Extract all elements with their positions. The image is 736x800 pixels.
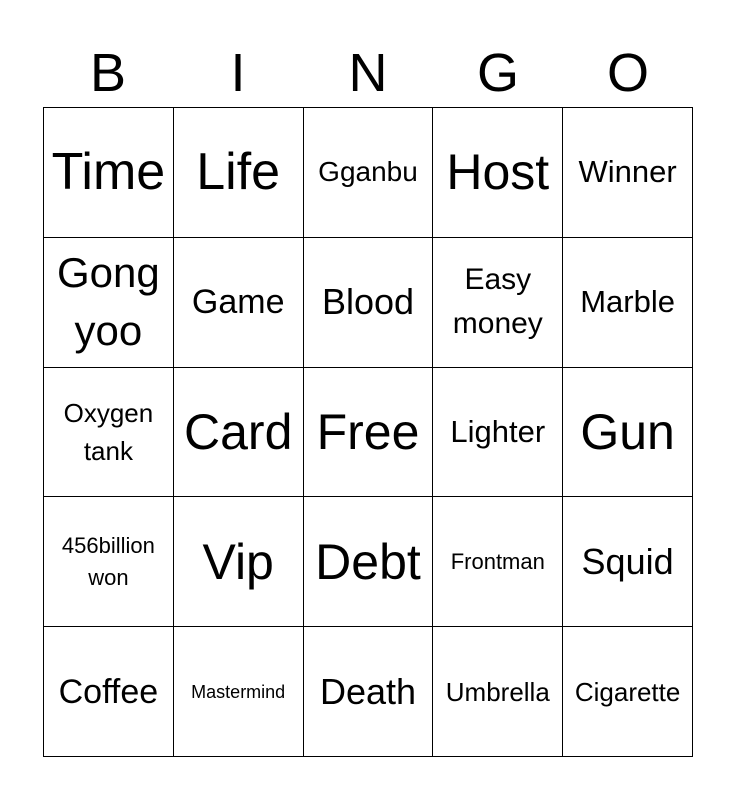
cell-label: Oxygen tank [63, 397, 154, 466]
bingo-cell[interactable] [563, 368, 693, 498]
cell-label: Lighter [450, 413, 546, 449]
cell-label: Gun [580, 403, 675, 460]
bingo-cell[interactable] [44, 238, 174, 368]
cell-label: Debt [315, 533, 421, 590]
bingo-cell[interactable] [563, 497, 693, 627]
cell-label: Easy money [452, 263, 543, 341]
bingo-cell[interactable] [563, 108, 693, 238]
bingo-cell[interactable] [304, 497, 434, 627]
cell-label: Squid [581, 540, 674, 582]
cell-label: Coffee [58, 672, 159, 711]
bingo-board [43, 107, 693, 757]
cell-label: Vip [202, 533, 274, 590]
bingo-header [43, 40, 693, 106]
header-letter-n: N [348, 43, 388, 103]
header-letter-i: I [230, 43, 246, 103]
cell-label: Card [184, 403, 293, 460]
cell-label: Mastermind [191, 681, 286, 702]
bingo-cell[interactable] [174, 627, 304, 757]
cell-label: Game [191, 283, 285, 322]
bingo-cell[interactable] [433, 627, 563, 757]
cell-label: 456billion won [61, 532, 155, 590]
bingo-cell[interactable] [174, 238, 304, 368]
cell-label: Marble [580, 284, 675, 320]
cell-label: Life [196, 143, 281, 202]
bingo-cell[interactable] [174, 368, 304, 498]
bingo-cell[interactable] [304, 627, 434, 757]
header-letter-b: B [89, 43, 127, 103]
cell-label: Umbrella [445, 676, 550, 707]
cell-label: Winner [578, 154, 677, 190]
bingo-cell[interactable] [44, 368, 174, 498]
bingo-cell[interactable] [563, 627, 693, 757]
bingo-cell[interactable] [304, 108, 434, 238]
cell-label: Host [446, 144, 550, 201]
bingo-cell[interactable] [433, 497, 563, 627]
bingo-cell[interactable] [433, 368, 563, 498]
bingo-cell[interactable] [304, 368, 434, 498]
bingo-cell[interactable] [174, 497, 304, 627]
cell-label: Free [316, 403, 420, 460]
cell-label: Gganbu [318, 156, 418, 188]
bingo-cell[interactable] [433, 238, 563, 368]
header-letter-g: G [476, 43, 519, 103]
cell-label: Blood [321, 281, 415, 323]
header-letter-o: O [606, 43, 649, 103]
bingo-cell[interactable] [44, 108, 174, 238]
bingo-cell[interactable] [174, 108, 304, 238]
bingo-cell[interactable] [44, 497, 174, 627]
cell-label: Time [51, 143, 166, 202]
bingo-cell[interactable] [304, 238, 434, 368]
cell-label: Cigarette [574, 676, 681, 707]
bingo-cell[interactable] [433, 108, 563, 238]
cell-label: Death [319, 670, 417, 712]
bingo-cell[interactable] [563, 238, 693, 368]
cell-label: Frontman [450, 548, 545, 574]
cell-label: Gong yoo [57, 249, 160, 355]
bingo-cell[interactable] [44, 627, 174, 757]
